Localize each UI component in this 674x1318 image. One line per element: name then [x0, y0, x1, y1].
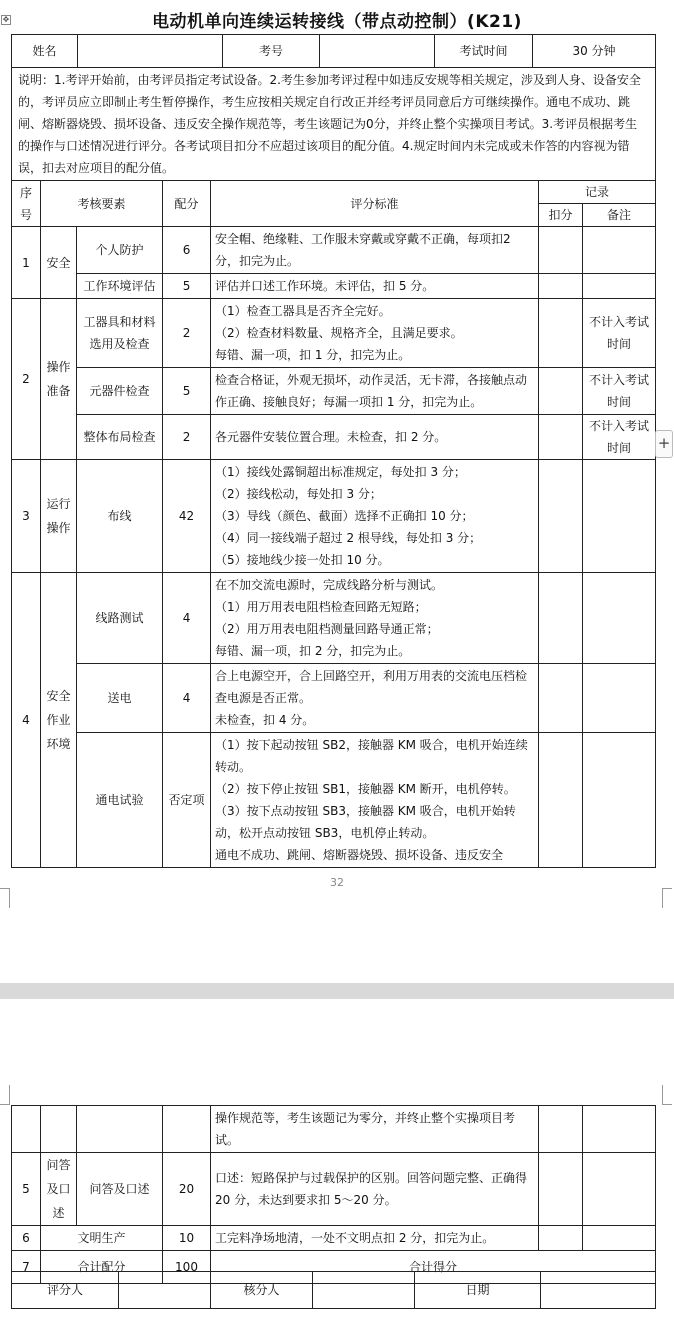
row-seq: 7 — [12, 1251, 41, 1284]
row-item: 布线 — [77, 460, 163, 573]
name-label: 姓名 — [12, 35, 78, 68]
row-criteria — [211, 299, 539, 368]
col-criteria: 评分标准 — [211, 181, 539, 227]
deduct-cell[interactable] — [539, 460, 583, 573]
date-field[interactable] — [541, 1272, 656, 1309]
scorer-field[interactable] — [119, 1272, 211, 1309]
criteria-line: （2）按下停止按钮 SB1，接触器 KM 断开，电机停转。 — [215, 782, 516, 796]
checker-label: 核分人 — [211, 1272, 313, 1309]
exam-id-label: 考号 — [223, 35, 320, 68]
row-score: 20 — [163, 1153, 211, 1226]
exam-time-label: 考试时间 — [435, 35, 533, 68]
row-category: 操作准备 — [41, 299, 77, 460]
crop-mark-icon — [662, 1085, 672, 1105]
row-score: 5 — [163, 368, 211, 415]
note-cell[interactable] — [583, 1106, 656, 1153]
row-criteria: 检查合格证，外观无损坏，动作灵活，无卡滞，各接触点动作正确、接触良好；每漏一项扣 1 分，扣完为止。 — [211, 368, 539, 415]
note-cell[interactable] — [583, 1226, 656, 1251]
table-row — [12, 368, 656, 415]
crop-mark-icon — [0, 1085, 10, 1105]
exam-time-value: 30 分钟 — [533, 35, 656, 68]
row-seq — [12, 1106, 41, 1153]
row-seq: 4 — [12, 573, 41, 868]
scorer-label: 评分人 — [12, 1272, 119, 1309]
criteria-line: （1）接线处露铜超出标准规定，每处扣 3 分； — [215, 465, 466, 479]
criteria-line: （2）用万用表电阻档测量回路导通正常； — [215, 622, 439, 636]
col-element: 考核要素 — [41, 181, 163, 227]
row-criteria: 操作规范等，考生该题记为零分，并终止整个实操项目考试。 — [211, 1106, 539, 1153]
row-item: 整体布局检查 — [77, 415, 163, 460]
criteria-line: （4）同一接线端子超过 2 根导线，每处扣 3 分； — [215, 531, 482, 545]
row-score: 100 — [163, 1251, 211, 1284]
signature-table — [11, 1271, 656, 1309]
table-move-handle-icon[interactable]: ✥ — [2, 15, 10, 24]
col-seq: 序号 — [12, 181, 41, 227]
instructions: 说明：1.考评开始前，由考评员指定考试设备。2.考生参加考评过程中如违反安规等相关规定，涉及到人身、设备安全的，考评员应立即制止考生暂停操作，考生应按相关规定自行改正并经考评员同意后方可继续操作。通电不成功、跳闸、熔断器烧毁、损坏设备、违反安全操作规范等，考生该题记为0分，并终止整个实操项目考试。3.考评员根据考生的操作与口述情况进行评分。各考试项目扣分不应超过该项目的配分值。4.规定时间内未完成或未作答的内容视为错误，扣去对应项目的配分值。 — [12, 68, 656, 181]
row-score: 2 — [163, 299, 211, 368]
criteria-line: 合上电源空开，合上回路空开，利用万用表的交流电压档检查电源是否正常。 — [215, 669, 528, 705]
table-row — [12, 1153, 656, 1226]
row-category: 运行操作 — [41, 460, 77, 573]
note-cell[interactable] — [583, 460, 656, 573]
crop-mark-icon — [0, 888, 10, 908]
row-category: 安全 — [41, 227, 77, 299]
row-seq: 1 — [12, 227, 41, 299]
col-record: 记录 — [539, 181, 656, 204]
deduct-cell[interactable] — [539, 1153, 583, 1226]
total-score-label: 合计得分 — [211, 1251, 656, 1284]
note-cell[interactable] — [583, 1153, 656, 1226]
table-row — [12, 415, 656, 460]
row-item: 工器具和材料选用及检查 — [77, 299, 163, 368]
row-score: 5 — [163, 274, 211, 299]
row-seq: 5 — [12, 1153, 41, 1226]
row-criteria: 口述：短路保护与过载保护的区别。回答问题完整、正确得 20 分，未达到要求扣 5～20 分。 — [211, 1153, 539, 1226]
criteria-line: 未检查，扣 4 分。 — [215, 713, 315, 727]
deduct-cell[interactable] — [539, 368, 583, 415]
col-note: 备注 — [583, 204, 656, 227]
criteria-line: 通电不成功、跳闸、熔断器烧毁、损坏设备、违反安全 — [215, 848, 504, 862]
note-cell[interactable] — [583, 664, 656, 733]
table-row — [12, 1226, 656, 1251]
crop-mark-icon — [662, 888, 672, 908]
deduct-cell[interactable] — [539, 415, 583, 460]
row-seq: 3 — [12, 460, 41, 573]
scoring-table — [11, 180, 656, 868]
row-criteria — [211, 573, 539, 664]
col-deduct: 扣分 — [539, 204, 583, 227]
checker-field[interactable] — [313, 1272, 415, 1309]
row-item — [77, 1106, 163, 1153]
note-cell: 不计入考试时间 — [583, 299, 656, 368]
criteria-line: （2）接线松动，每处扣 3 分； — [215, 487, 382, 501]
row-score — [163, 1106, 211, 1153]
row-category — [41, 1106, 77, 1153]
deduct-cell[interactable] — [539, 573, 583, 664]
criteria-line: （1）检查工器具是否齐全完好。 — [215, 304, 391, 318]
page-gap — [0, 983, 674, 999]
row-criteria: 评估并口述工作环境。未评估，扣 5 分。 — [211, 274, 539, 299]
deduct-cell[interactable] — [539, 227, 583, 274]
row-item: 通电试验 — [77, 733, 163, 868]
criteria-line: （3）按下点动按钮 SB3，接触器 KM 吸合，电机开始转动，松开点动按钮 SB3，电机停止转动。 — [215, 804, 516, 840]
criteria-line: （5）接地线少接一处扣 10 分。 — [215, 553, 390, 567]
row-score: 4 — [163, 573, 211, 664]
note-cell[interactable] — [583, 733, 656, 868]
row-item: 线路测试 — [77, 573, 163, 664]
table-row — [12, 1106, 656, 1153]
row-score: 10 — [163, 1226, 211, 1251]
row-criteria — [211, 733, 539, 868]
criteria-line: （1）按下起动按钮 SB2，接触器 KM 吸合，电机开始连续转动。 — [215, 738, 528, 774]
col-score: 配分 — [163, 181, 211, 227]
page-number: 32 — [330, 876, 344, 889]
table-row — [12, 733, 656, 868]
deduct-cell[interactable] — [539, 733, 583, 868]
row-category: 问答及口述 — [41, 1153, 77, 1226]
deduct-cell[interactable] — [539, 1106, 583, 1153]
deduct-cell[interactable] — [539, 299, 583, 368]
row-item: 文明生产 — [41, 1226, 163, 1251]
deduct-cell[interactable] — [539, 1226, 583, 1251]
criteria-line: （3）导线（颜色、截面）选择不正确扣 10 分； — [215, 509, 474, 523]
row-seq: 6 — [12, 1226, 41, 1251]
table-row — [12, 299, 656, 368]
criteria-line: （2）检查材料数量、规格齐全，且满足要求。 — [215, 326, 463, 340]
note-cell[interactable] — [583, 573, 656, 664]
table-row — [12, 664, 656, 733]
table-row — [12, 573, 656, 664]
row-criteria: 工完料净场地清，一处不文明点扣 2 分，扣完为止。 — [211, 1226, 539, 1251]
row-score: 42 — [163, 460, 211, 573]
row-item: 个人防护 — [77, 227, 163, 274]
row-score: 否定项 — [163, 733, 211, 868]
criteria-line: 在不加交流电源时，完成线路分析与测试。 — [215, 578, 444, 592]
table-row — [12, 274, 656, 299]
deduct-cell[interactable] — [539, 664, 583, 733]
row-score: 6 — [163, 227, 211, 274]
note-cell[interactable] — [583, 274, 656, 299]
row-criteria — [211, 664, 539, 733]
row-item: 元器件检查 — [77, 368, 163, 415]
deduct-cell[interactable] — [539, 274, 583, 299]
table-row — [12, 227, 656, 274]
criteria-line: 每错、漏一项，扣 2 分，扣完为止。 — [215, 644, 411, 658]
row-item: 合计配分 — [41, 1251, 163, 1284]
exam-id-field[interactable] — [320, 35, 435, 68]
row-score: 4 — [163, 664, 211, 733]
criteria-line: （1）用万用表电阻档检查回路无短路； — [215, 600, 427, 614]
add-row-plus-icon[interactable]: + — [655, 430, 673, 458]
row-item: 问答及口述 — [77, 1153, 163, 1226]
row-seq: 2 — [12, 299, 41, 460]
date-label: 日期 — [415, 1272, 541, 1309]
table-row — [12, 460, 656, 573]
scoring-table-continued — [11, 1105, 656, 1284]
name-field[interactable] — [78, 35, 223, 68]
page-title: 电动机单向连续运转接线（带点动控制）(K21) — [152, 12, 522, 32]
row-category: 安全作业环境 — [41, 573, 77, 868]
row-criteria — [211, 460, 539, 573]
row-score: 2 — [163, 415, 211, 460]
header-table — [11, 34, 656, 181]
row-criteria: 各元器件安装位置合理。未检查，扣 2 分。 — [211, 415, 539, 460]
note-cell[interactable] — [583, 227, 656, 274]
note-cell: 不计入考试时间 — [583, 415, 656, 460]
row-item: 工作环境评估 — [77, 274, 163, 299]
note-cell: 不计入考试时间 — [583, 368, 656, 415]
row-criteria: 安全帽、绝缘鞋、工作服未穿戴或穿戴不正确，每项扣2 分，扣完为止。 — [211, 227, 539, 274]
criteria-line: 每错、漏一项，扣 1 分，扣完为止。 — [215, 348, 411, 362]
row-item: 送电 — [77, 664, 163, 733]
